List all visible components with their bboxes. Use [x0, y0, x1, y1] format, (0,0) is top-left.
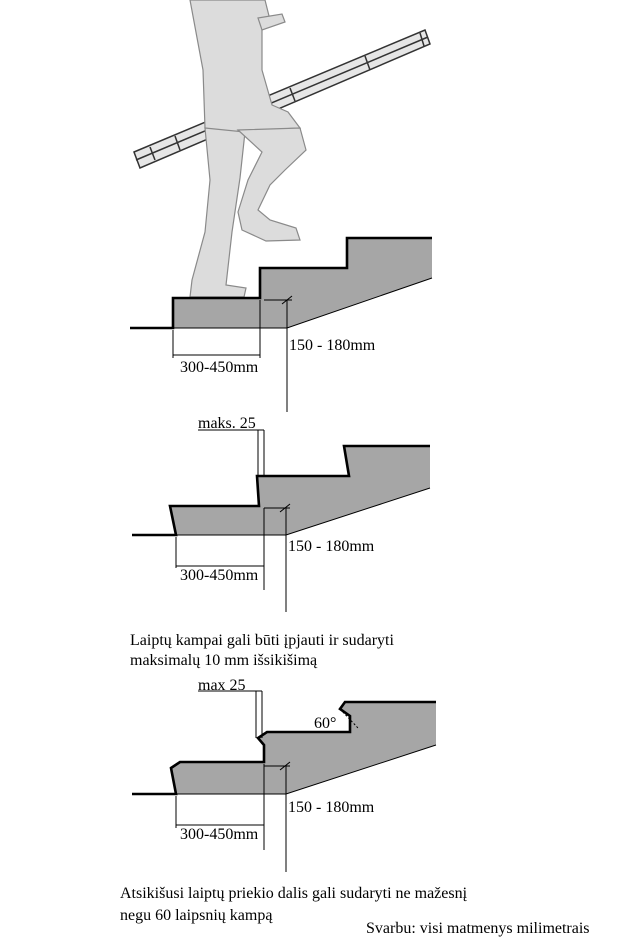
- stair-3-riser-label: 150 - 180mm: [288, 799, 375, 816]
- stair-2-max-nosing-label: maks. 25: [198, 415, 256, 432]
- stair-2-body: [170, 446, 430, 535]
- note-2-line-1: Atsikišusi laiptų priekio dalis gali sudaryti ne mažesnį: [120, 885, 468, 902]
- footer-note: Svarbu: visi matmenys milimetrais: [366, 920, 590, 937]
- stair-1: [130, 238, 432, 412]
- stair-3: [132, 691, 436, 872]
- walking-person: [190, 0, 306, 297]
- stair-2: [132, 430, 430, 612]
- stair-3-max-nosing-label: max 25: [198, 677, 246, 694]
- note-1-line-1: Laiptų kampai gali būti įpjauti ir sudaryti: [130, 632, 394, 649]
- stair-3-angle-label: 60°: [314, 715, 337, 732]
- stair-3-body: [171, 702, 436, 794]
- stair-2-tread-label: 300-450mm: [180, 567, 259, 584]
- note-1-line-2: maksimalų 10 mm išsikišimą: [130, 652, 318, 669]
- note-2-line-2: negu 60 laipsnių kampą: [120, 907, 273, 924]
- stair-1-riser-label: 150 - 180mm: [289, 337, 376, 354]
- stair-3-tread-label: 300-450mm: [180, 826, 259, 843]
- stair-2-riser-label: 150 - 180mm: [288, 538, 375, 555]
- stair-1-tread-label: 300-450mm: [180, 359, 259, 376]
